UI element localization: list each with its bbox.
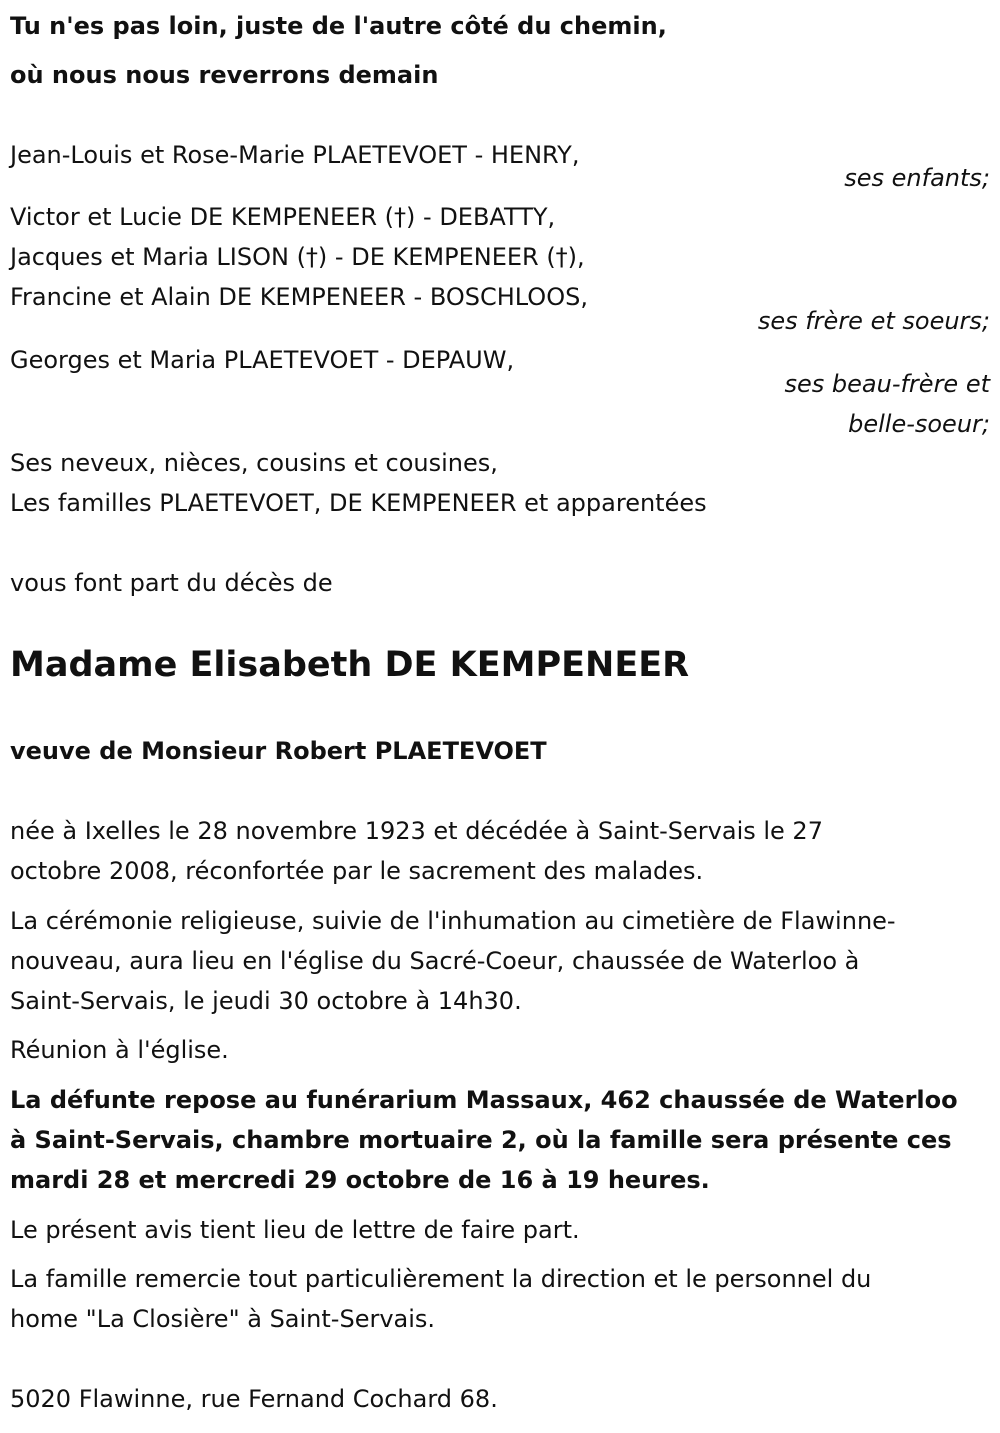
thanks-line-2: home "La Closière" à Saint-Servais. <box>10 1305 436 1333</box>
family-inlaws: Georges et Maria PLAETEVOET - DEPAUW, <box>10 346 515 374</box>
birth-death-line-1: née à Ixelles le 28 novembre 1923 et décédée à Saint-Servais le 27 <box>10 817 823 845</box>
obituary-page <box>10 0 990 1433</box>
epigraph-line-1: Tu n'es pas loin, juste de l'autre côté du chemin, <box>10 12 667 40</box>
notice-text: Le présent avis tient lieu de lettre de faire part. <box>10 1216 580 1244</box>
meeting-text: Réunion à l'église. <box>10 1036 229 1064</box>
announcement-text: vous font part du décès de <box>10 569 333 597</box>
family-sibling-2: Jacques et Maria LISON (†) - DE KEMPENEER (†), <box>10 243 585 271</box>
ceremony-line-3: Saint-Servais, le jeudi 30 octobre à 14h30. <box>10 987 522 1015</box>
role-children: ses enfants; <box>844 164 990 192</box>
family-extended-1: Ses neveux, nièces, cousins et cousines, <box>10 449 498 477</box>
epigraph-line-2: où nous nous reverrons demain <box>10 61 439 89</box>
address-text: 5020 Flawinne, rue Fernand Cochard 68. <box>10 1385 498 1413</box>
role-inlaws-line-2: belle-soeur; <box>848 410 990 438</box>
family-sibling-3: Francine et Alain DE KEMPENEER - BOSCHLOOS, <box>10 283 588 311</box>
ceremony-line-1: La cérémonie religieuse, suivie de l'inhumation au cimetière de Flawinne- <box>10 907 896 935</box>
rest-line-3: mardi 28 et mercredi 29 octobre de 16 à 19 heures. <box>10 1166 710 1194</box>
role-siblings: ses frère et soeurs; <box>757 307 990 335</box>
ceremony-line-2: nouveau, aura lieu en l'église du Sacré-Coeur, chaussée de Waterloo à <box>10 947 860 975</box>
rest-line-2: à Saint-Servais, chambre mortuaire 2, où la famille sera présente ces <box>10 1126 952 1154</box>
family-extended-2: Les familles PLAETEVOET, DE KEMPENEER et apparentées <box>10 489 707 517</box>
thanks-line-1: La famille remercie tout particulièrement la direction et le personnel du <box>10 1265 872 1293</box>
deceased-name: Madame Elisabeth DE KEMPENEER <box>10 645 690 685</box>
widow-of: veuve de Monsieur Robert PLAETEVOET <box>10 737 547 765</box>
family-children: Jean-Louis et Rose-Marie PLAETEVOET - HENRY, <box>10 141 580 169</box>
family-sibling-1: Victor et Lucie DE KEMPENEER (†) - DEBATTY, <box>10 203 556 231</box>
birth-death-line-2: octobre 2008, réconfortée par le sacrement des malades. <box>10 857 704 885</box>
rest-line-1: La défunte repose au funérarium Massaux, 462 chaussée de Waterloo <box>10 1086 958 1114</box>
role-inlaws-line-1: ses beau-frère et <box>784 370 990 398</box>
